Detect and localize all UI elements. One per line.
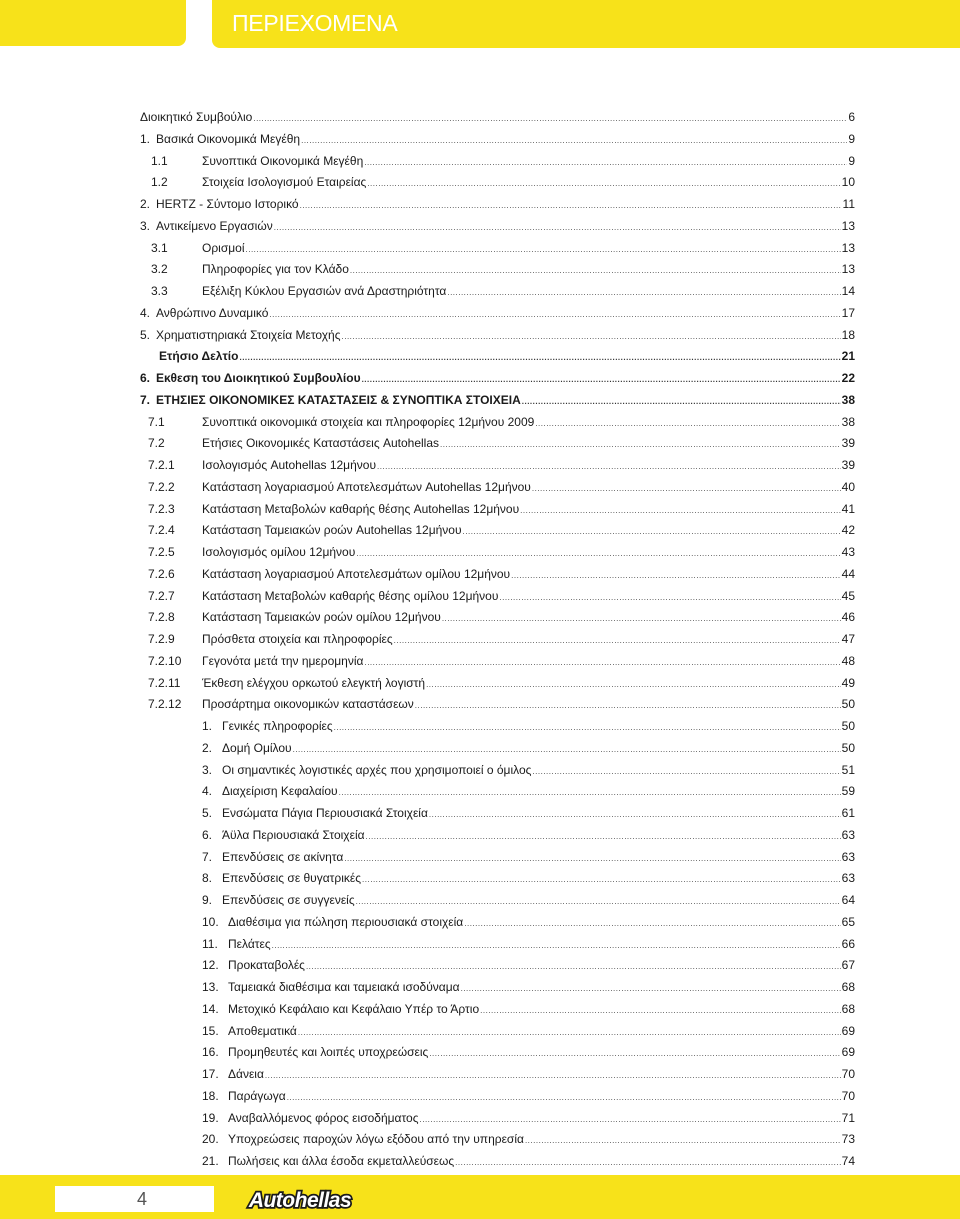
toc-entry-title: Κατάσταση λογαριασμού Αποτελεσμάτων Autohellas 12μήνου: [202, 479, 531, 494]
toc-entry[interactable]: [140, 303, 855, 323]
toc-entry-page: 61: [841, 806, 855, 820]
toc-entry[interactable]: [148, 673, 855, 693]
toc-entry-page: 74: [841, 1154, 855, 1168]
toc-leader-dots: [415, 696, 841, 716]
toc-entry-title: Προκαταβολές: [228, 958, 305, 973]
toc-leader-dots: [239, 348, 840, 368]
toc-entry-title: Οι σημαντικές λογιστικές αρχές που χρησιμοποιεί ο όμιλος: [222, 762, 532, 777]
toc-entry-title: Δομή Ομίλου: [222, 740, 292, 755]
toc-entry-number: 4.: [140, 305, 151, 320]
toc-entry-number: 7.2.4: [148, 523, 175, 538]
toc-entry-page: 66: [841, 936, 855, 951]
toc-entry[interactable]: [202, 934, 855, 954]
toc-entry-number: 7.2.1: [148, 458, 175, 472]
toc-entry-page: 10: [841, 175, 855, 190]
toc-entry-page: 70: [841, 1088, 855, 1103]
toc-entry-number: 7.2.12: [148, 697, 182, 712]
toc-leader-dots: [269, 305, 840, 325]
toc-entry-title: Ισολογισμός ομίλου 12μήνου: [202, 545, 356, 559]
toc-leader-dots: [306, 957, 841, 977]
toc-entry-page: 59: [841, 784, 855, 799]
toc-entry[interactable]: [202, 890, 855, 910]
toc-entry-number: 3.1: [151, 240, 168, 255]
toc-leader-dots: [480, 1001, 841, 1021]
toc-entry[interactable]: [202, 1108, 855, 1128]
toc-leader-dots: [532, 479, 841, 499]
toc-entry[interactable]: [202, 760, 855, 780]
toc-entry-title: Έκθεση ελέγχου ορκωτού ελεγκτή λογιστή: [202, 675, 426, 690]
toc-entry-page: 47: [841, 632, 855, 646]
toc-entry-number: 21.: [202, 1154, 219, 1168]
toc-entry-page: 9: [848, 131, 855, 146]
toc-entry-title: Γεγονότα μετά την ημερομηνία: [202, 653, 364, 668]
toc-entry-page: 18: [841, 327, 855, 342]
toc-entry-page: 45: [841, 588, 855, 603]
toc-entry-title: Αναβαλλόμενος φόρος εισοδήματος: [228, 1110, 419, 1125]
toc-entry[interactable]: [202, 999, 855, 1019]
toc-entry-title: Κατάσταση Μεταβολών καθαρής θέσης Autohellas 12μήνου: [202, 501, 520, 516]
toc-entry[interactable]: [140, 216, 855, 236]
toc-entry-page: 64: [841, 893, 855, 907]
toc-leader-dots: [442, 609, 841, 629]
toc-entry-title: Ισολογισμός Autohellas 12μήνου: [202, 458, 376, 472]
toc-entry-page: 39: [841, 458, 855, 472]
toc-entry[interactable]: [202, 803, 855, 823]
toc-leader-dots: [356, 544, 840, 564]
toc-entry-title: Βασικά Οικονομικά Μεγέθη: [156, 131, 301, 146]
toc-entry[interactable]: [202, 1129, 855, 1149]
toc-entry-number: 9.: [202, 893, 213, 907]
toc-entry-number: 7.2.5: [148, 545, 175, 559]
toc-entry-number: 7.: [202, 849, 213, 864]
toc-entry-page: 73: [841, 1132, 855, 1147]
toc-entry-number: 7.2.8: [148, 610, 175, 625]
toc-entry-number: 7.1: [148, 414, 165, 429]
toc-entry-number: 7.2.6: [148, 566, 175, 581]
toc-entry-title: Πληροφορίες για τον Κλάδο: [202, 262, 349, 277]
toc-entry-title: Διοικητικό Συμβούλιο: [140, 110, 253, 124]
toc-leader-dots: [532, 762, 840, 782]
toc-entry[interactable]: [140, 390, 855, 410]
toc-entry-page: 46: [841, 610, 855, 625]
toc-entry-number: 7.2.11: [148, 675, 181, 690]
toc-entry-title: Στοιχεία Ισολογισμού Εταιρείας: [202, 175, 367, 190]
toc-entry-title: Ορισμοί: [202, 240, 245, 255]
toc-entry-page: 71: [841, 1110, 855, 1125]
toc-entry-number: 17.: [202, 1067, 219, 1081]
toc-entry-number: 15.: [202, 1023, 219, 1038]
toc-leader-dots: [339, 783, 841, 803]
toc-entry-number: 1.2: [151, 175, 168, 190]
toc-entry[interactable]: [148, 477, 855, 497]
toc-entry-title: Πωλήσεις και άλλα έσοδα εκμεταλλεύσεως: [228, 1154, 455, 1168]
toc-leader-dots: [447, 283, 840, 303]
toc-leader-dots: [274, 218, 841, 238]
toc-entry[interactable]: [151, 172, 855, 192]
toc-entry-title: HERTZ - Σύντομο Ιστορικό: [156, 197, 299, 211]
toc-leader-dots: [344, 849, 840, 869]
toc-entry-page: 43: [841, 545, 855, 559]
toc-entry[interactable]: [148, 499, 855, 519]
toc-leader-dots: [440, 435, 841, 455]
toc-entry[interactable]: [151, 151, 855, 171]
toc-leader-dots: [301, 131, 847, 151]
toc-entry-number: 16.: [202, 1045, 219, 1060]
toc-entry-page: 6: [848, 110, 855, 124]
toc-leader-dots: [511, 566, 841, 586]
toc-entry-title: Επενδύσεις σε ακίνητα: [222, 849, 344, 864]
toc-entry-number: 7.: [140, 392, 151, 407]
toc-leader-dots: [429, 805, 841, 825]
toc-entry[interactable]: [202, 868, 855, 888]
toc-leader-dots: [253, 109, 847, 129]
toc-entry[interactable]: [202, 977, 855, 997]
toc-entry-number: 3.: [202, 762, 213, 777]
toc-entry-page: 13: [841, 240, 855, 255]
toc-entry-title: Αποθεματικά: [228, 1023, 297, 1038]
toc-entry[interactable]: [151, 281, 855, 301]
toc-leader-dots: [520, 501, 841, 521]
toc-entry[interactable]: [140, 107, 855, 127]
toc-leader-dots: [362, 870, 841, 890]
toc-entry[interactable]: [151, 238, 855, 258]
toc-entry-page: 42: [841, 523, 855, 538]
toc-leader-dots: [525, 1131, 841, 1151]
toc-entry[interactable]: [148, 607, 855, 627]
toc-entry[interactable]: [148, 520, 855, 540]
toc-entry[interactable]: [140, 129, 855, 149]
toc-entry-title: Πελάτες: [228, 936, 271, 951]
toc-entry-number: 3.: [140, 218, 151, 233]
toc-entry-title: Εξέλιξη Κύκλου Εργασιών ανά Δραστηριότητα: [202, 284, 447, 298]
toc-entry[interactable]: [148, 586, 855, 606]
toc-entry-title: Επενδύσεις σε θυγατρικές: [222, 871, 362, 886]
toc-entry-number: 20.: [202, 1132, 219, 1147]
toc-entry-page: 22: [841, 371, 855, 385]
toc-entry-title: Ετήσιες Οικονομικές Καταστάσεις Autohellas: [202, 436, 439, 451]
toc-entry[interactable]: [202, 1042, 855, 1062]
toc-entry[interactable]: [159, 346, 855, 366]
toc-entry-title: Προσάρτημα οικονομικών καταστάσεων: [202, 697, 414, 712]
toc-entry-page: 41: [841, 501, 855, 516]
toc-leader-dots: [455, 1153, 840, 1173]
toc-entry-title: Προμηθευτές και λοιπές υποχρεώσεις: [228, 1045, 429, 1060]
toc-entry[interactable]: [202, 716, 855, 736]
toc-entry-page: 68: [841, 980, 855, 994]
toc-entry-title: Άϋλα Περιουσιακά Στοιχεία: [222, 827, 365, 842]
toc-leader-dots: [499, 588, 840, 608]
toc-leader-dots: [426, 675, 841, 695]
toc-entry-page: 13: [841, 262, 855, 277]
toc-entry-number: 10.: [202, 914, 219, 929]
toc-leader-dots: [298, 1023, 841, 1043]
toc-leader-dots: [246, 240, 841, 260]
toc-entry-page: 14: [841, 284, 855, 298]
toc-entry-page: 38: [841, 414, 855, 429]
toc-entry-number: 6.: [202, 827, 213, 842]
toc-entry-title: Χρηματιστηριακά Στοιχεία Μετοχής: [156, 327, 341, 342]
toc-entry-title: Γενικές πληροφορίες: [222, 719, 333, 733]
autohellas-logo: [238, 1186, 362, 1214]
toc-leader-dots: [364, 653, 840, 673]
toc-entry[interactable]: [202, 781, 855, 801]
toc-entry-title: Συνοπτικά Οικονομικά Μεγέθη: [202, 153, 364, 168]
toc-entry-title: Ταμειακά διαθέσιμα και ταμειακά ισοδύναμα: [228, 980, 460, 994]
toc-entry-page: 70: [841, 1067, 855, 1081]
toc-entry-number: 1.: [202, 719, 213, 733]
toc-entry[interactable]: [202, 1151, 855, 1171]
toc-entry-title: Ανθρώπινο Δυναμικό: [156, 305, 269, 320]
toc-entry-title: Δάνεια: [228, 1067, 264, 1081]
toc-leader-dots: [300, 196, 842, 216]
toc-entry-number: 19.: [202, 1110, 219, 1125]
toc-entry-title: Κατάσταση Ταμειακών ροών ομίλου 12μήνου: [202, 610, 441, 625]
toc-entry[interactable]: [202, 1064, 855, 1084]
toc-entry-page: 17: [841, 305, 855, 320]
toc-entry[interactable]: [151, 259, 855, 279]
toc-entry[interactable]: [148, 694, 855, 714]
toc-entry[interactable]: [148, 564, 855, 584]
toc-entry-title: Διαχείριση Κεφαλαίου: [222, 784, 338, 799]
toc-leader-dots: [367, 174, 840, 194]
toc-leader-dots: [334, 718, 841, 738]
toc-entry[interactable]: [148, 455, 855, 475]
toc-entry-page: 21: [841, 349, 855, 364]
toc-entry-page: 65: [841, 914, 855, 929]
toc-entry[interactable]: [148, 542, 855, 562]
toc-entry-number: 6.: [140, 371, 151, 385]
toc-entry[interactable]: [202, 955, 855, 975]
toc-entry-number: 7.2.3: [148, 501, 175, 516]
toc-entry-number: 2.: [202, 740, 213, 755]
toc-leader-dots: [265, 1066, 841, 1086]
toc-entry-page: 48: [841, 653, 855, 668]
toc-entry[interactable]: [202, 825, 855, 845]
toc-entry-number: 3.2: [151, 262, 168, 277]
toc-leader-dots: [272, 936, 841, 956]
toc-leader-dots: [464, 914, 840, 934]
toc-entry-page: 63: [841, 849, 855, 864]
logo-text: Autohellas: [248, 1189, 352, 1212]
toc-leader-dots: [522, 392, 841, 412]
toc-entry-page: 69: [841, 1023, 855, 1038]
toc-entry-title: Παράγωγα: [228, 1088, 286, 1103]
toc-entry-number: 8.: [202, 871, 213, 886]
toc-entry[interactable]: [202, 912, 855, 932]
toc-leader-dots: [356, 892, 841, 912]
toc-entry-page: 51: [841, 762, 855, 777]
toc-entry-title: ΕΤΗΣΙΕΣ ΟΙΚΟΝΟΜΙΚΕΣ ΚΑΤΑΣΤΑΣΕΙΣ & ΣΥΝΟΠΤΙΚΑ ΣΤΟΙΧΕΙΑ: [156, 392, 521, 407]
toc-leader-dots: [429, 1044, 840, 1064]
toc-entry-number: 7.2.9: [148, 632, 175, 646]
toc-entry-page: 39: [841, 436, 855, 451]
toc-leader-dots: [461, 979, 841, 999]
toc-entry[interactable]: [140, 325, 855, 345]
toc-entry-title: Κατάσταση Ταμειακών ροών Autohellas 12μήνου: [202, 523, 462, 538]
toc-entry[interactable]: [140, 194, 855, 214]
toc-entry-page: 40: [841, 479, 855, 494]
toc-entry-page: 63: [841, 871, 855, 886]
toc-entry-page: 49: [841, 675, 855, 690]
toc-entry[interactable]: [202, 847, 855, 867]
toc-entry[interactable]: [202, 738, 855, 758]
toc-entry-number: 3.3: [151, 284, 168, 298]
toc-entry-title: Διαθέσιμα για πώληση περιουσιακά στοιχεία: [228, 914, 464, 929]
toc-entry-page: 63: [841, 827, 855, 842]
toc-entry-number: 4.: [202, 784, 213, 799]
toc-entry-page: 67: [841, 958, 855, 973]
page-number: 4: [137, 1189, 148, 1209]
toc-leader-dots: [377, 457, 841, 477]
toc-entry-title: Κατάσταση λογαριασμού Αποτελεσμάτων ομίλου 12μήνου: [202, 566, 511, 581]
toc-leader-dots: [420, 1110, 841, 1130]
page-title: ΠΕΡΙΕΧΟΜΕΝΑ: [232, 10, 398, 36]
toc-entry-page: 44: [841, 566, 855, 581]
toc-entry[interactable]: [202, 1021, 855, 1041]
toc-entry-number: 1.: [140, 131, 151, 146]
toc-leader-dots: [362, 370, 841, 390]
toc-entry-number: 1.1: [151, 153, 168, 168]
toc-entry-title: Πρόσθετα στοιχεία και πληροφορίες: [202, 632, 393, 646]
toc-entry[interactable]: [148, 629, 855, 649]
toc-leader-dots: [350, 261, 841, 281]
toc-entry[interactable]: [148, 433, 855, 453]
toc-entry-page: 50: [841, 697, 855, 712]
toc-entry-number: 12.: [202, 958, 219, 973]
toc-entry-number: 7.2.2: [148, 479, 175, 494]
toc-entry-page: 50: [841, 740, 855, 755]
toc-entry-page: 69: [841, 1045, 855, 1060]
toc-leader-dots: [342, 327, 841, 347]
toc-entry-page: 50: [841, 719, 855, 733]
toc-entry-title: Μετοχικό Κεφάλαιο και Κεφάλαιο Υπέρ το Άρτιο: [228, 1001, 480, 1016]
toc-entry-number: 18.: [202, 1088, 219, 1103]
toc-entry-number: 5.: [140, 327, 151, 342]
toc-entry-number: 2.: [140, 197, 151, 211]
toc-entry[interactable]: [148, 651, 855, 671]
header-tab-left: [0, 0, 186, 46]
toc-entry-page: 38: [841, 392, 855, 407]
toc-entry-page: 9: [848, 153, 855, 168]
toc-leader-dots: [293, 740, 841, 760]
toc-entry-number: 13.: [202, 980, 219, 994]
toc-leader-dots: [535, 414, 840, 434]
toc-entry-title: Ετήσιο Δελτίο: [159, 349, 239, 364]
toc-entry-number: 14.: [202, 1001, 219, 1016]
toc-leader-dots: [287, 1088, 841, 1108]
toc-entry-title: Εκθεση του Διοικητικού Συμβουλίου: [156, 371, 361, 385]
toc-entry-number: 7.2.7: [148, 588, 175, 603]
toc-entry-number: 11.: [202, 936, 218, 951]
toc-entry-title: Επενδύσεις σε συγγενείς: [222, 893, 355, 907]
toc-entry[interactable]: [140, 368, 855, 388]
toc-entry-page: 11: [842, 197, 855, 211]
toc-entry-title: Αντικείμενο Εργασιών: [156, 218, 273, 233]
toc-entry[interactable]: [148, 412, 855, 432]
toc-entry-title: Κατάσταση Μεταβολών καθαρής θέσης ομίλου 12μήνου: [202, 588, 499, 603]
toc-leader-dots: [463, 522, 841, 542]
toc-entry[interactable]: [202, 1086, 855, 1106]
toc-entry-page: 68: [841, 1001, 855, 1016]
toc-entry-title: Ενσώματα Πάγια Περιουσιακά Στοιχεία: [222, 806, 428, 820]
toc-entry-title: Υποχρεώσεις παροχών λόγω εξόδου από την υπηρεσία: [228, 1132, 524, 1147]
toc-entry-number: 7.2.10: [148, 653, 182, 668]
toc-entry-number: 5.: [202, 806, 213, 820]
toc-entry-page: 13: [841, 218, 855, 233]
toc-leader-dots: [366, 827, 841, 847]
toc-leader-dots: [394, 631, 841, 651]
toc-entry-number: 7.2: [148, 436, 165, 451]
toc-leader-dots: [364, 153, 847, 173]
toc-entry-title: Συνοπτικά οικονομικά στοιχεία και πληροφορίες 12μήνου 2009: [202, 414, 535, 429]
